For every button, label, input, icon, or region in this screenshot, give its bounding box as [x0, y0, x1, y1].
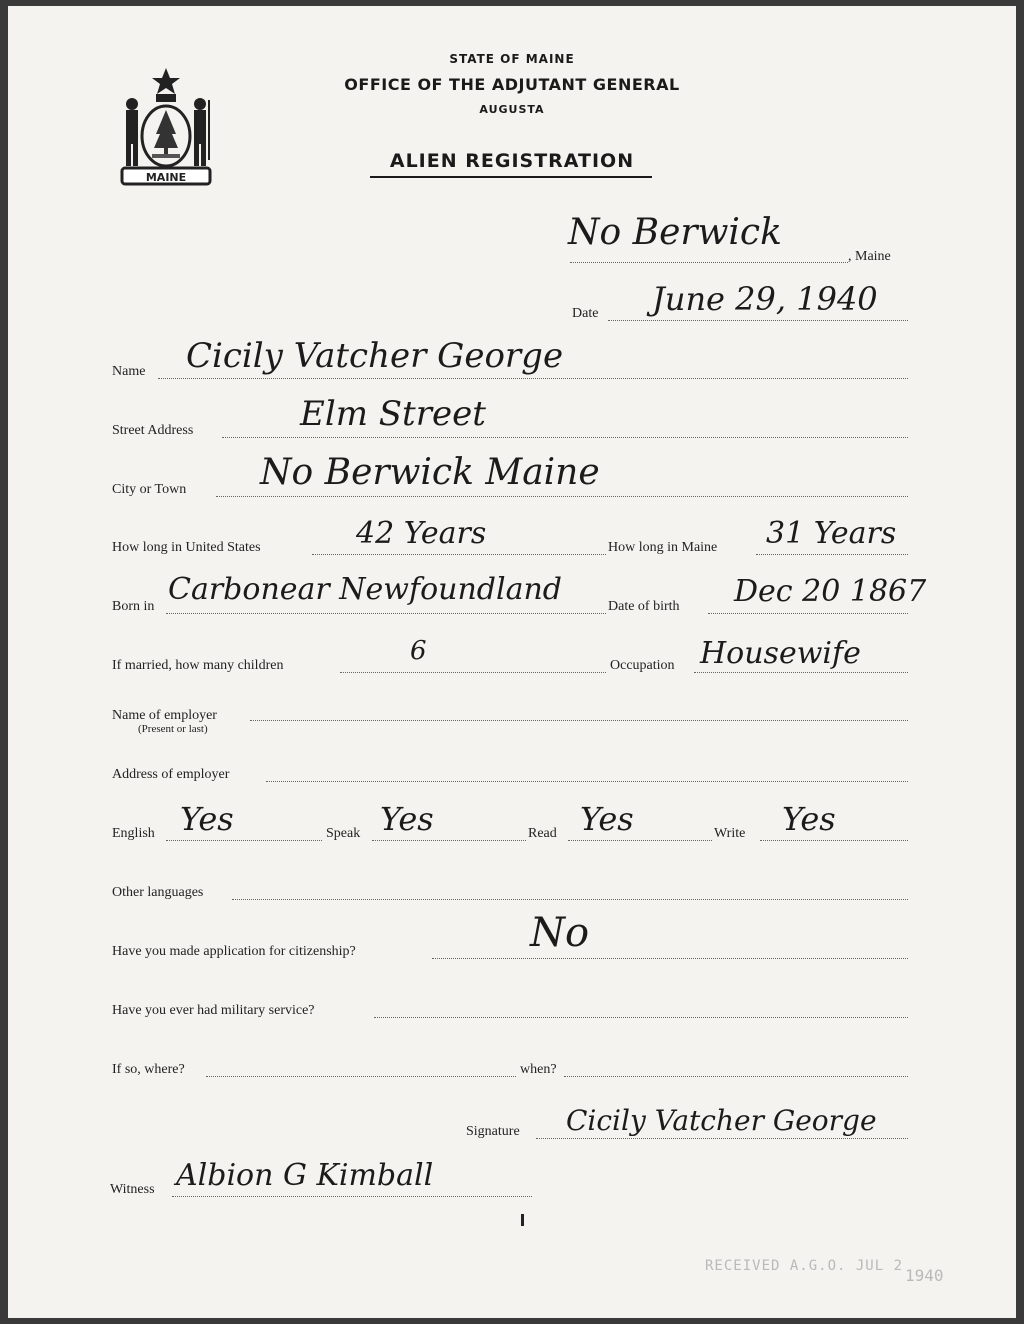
- received-stamp: RECEIVED A.G.O. JUL 2: [705, 1258, 904, 1274]
- employer-sublabel: (Present or last): [138, 723, 208, 735]
- citizenship-line: [432, 958, 908, 959]
- years-maine-value: 31 Years: [766, 516, 897, 551]
- read-value: Yes: [580, 800, 634, 838]
- military-line: [374, 1017, 908, 1018]
- witness-label: Witness: [110, 1182, 155, 1197]
- name-value: Cicily Vatcher George: [186, 336, 564, 376]
- street-line: [222, 437, 908, 438]
- read-line: [568, 840, 712, 841]
- city-line: [216, 496, 908, 497]
- signature-label: Signature: [466, 1124, 520, 1139]
- born-value: Carbonear Newfoundland: [168, 572, 562, 607]
- english-value: Yes: [180, 800, 234, 838]
- maine-years-line: [756, 554, 908, 555]
- other-languages-line: [232, 899, 908, 900]
- children-label: If married, how many children: [112, 658, 284, 673]
- us-label: How long in United States: [112, 540, 261, 555]
- signature-line: [536, 1138, 908, 1139]
- other-languages-label: Other languages: [112, 885, 204, 900]
- occupation-line: [694, 672, 908, 673]
- ink-mark: [521, 1214, 524, 1226]
- street-label: Street Address: [112, 423, 194, 438]
- date-value: June 29, 1940: [652, 280, 878, 318]
- english-label: English: [112, 826, 155, 841]
- dob-value: Dec 20 1867: [734, 574, 927, 609]
- speak-label: Speak: [326, 826, 361, 841]
- when-line: [564, 1076, 908, 1077]
- dob-label: Date of birth: [608, 599, 680, 614]
- name-line: [158, 378, 908, 379]
- city-value: No Berwick Maine: [260, 452, 600, 493]
- born-label: Born in: [112, 599, 155, 614]
- witness-value: Albion G Kimball: [176, 1158, 434, 1193]
- date-label: Date: [572, 306, 599, 321]
- speak-value: Yes: [380, 800, 434, 838]
- when-label: when?: [520, 1062, 557, 1077]
- maine-label: , Maine: [848, 249, 891, 264]
- employer-label: Name of employer: [112, 708, 217, 723]
- citizenship-value: No: [530, 910, 590, 956]
- header-office: OFFICE OF THE ADJUTANT GENERAL: [344, 75, 680, 94]
- date-line: [608, 320, 908, 321]
- where-label: If so, where?: [112, 1062, 185, 1077]
- header-city: AUGUSTA: [479, 103, 545, 116]
- employer-address-label: Address of employer: [112, 767, 230, 782]
- children-line: [340, 672, 606, 673]
- employer-line: [250, 720, 908, 721]
- write-value: Yes: [782, 800, 836, 838]
- signature-value: Cicily Vatcher George: [566, 1104, 877, 1137]
- write-label: Write: [714, 826, 746, 841]
- years-us-value: 42 Years: [356, 516, 487, 551]
- citizenship-label: Have you made application for citizenship?: [112, 944, 356, 959]
- title-underline: [370, 176, 652, 178]
- witness-line: [172, 1196, 532, 1197]
- born-line: [166, 613, 606, 614]
- read-label: Read: [528, 826, 557, 841]
- header-state: STATE OF MAINE: [449, 52, 575, 66]
- write-line: [760, 840, 908, 841]
- occupation-label: Occupation: [610, 658, 675, 673]
- svg-text:MAINE: MAINE: [145, 171, 187, 184]
- military-label: Have you ever had military service?: [112, 1003, 315, 1018]
- where-line: [206, 1076, 516, 1077]
- street-value: Elm Street: [300, 394, 486, 434]
- english-line: [166, 840, 322, 841]
- employer-address-line: [266, 781, 908, 782]
- place-value: No Berwick: [568, 212, 782, 253]
- city-label: City or Town: [112, 482, 187, 497]
- dob-line: [708, 613, 908, 614]
- form-title: ALIEN REGISTRATION: [389, 150, 635, 172]
- place-line: [570, 262, 848, 263]
- us-line: [312, 554, 606, 555]
- maine-years-label: How long in Maine: [608, 540, 718, 555]
- received-stamp-year: 1940: [905, 1266, 944, 1285]
- speak-line: [372, 840, 526, 841]
- name-label: Name: [112, 364, 146, 379]
- children-value: 6: [410, 636, 427, 666]
- occupation-value: Housewife: [700, 636, 861, 671]
